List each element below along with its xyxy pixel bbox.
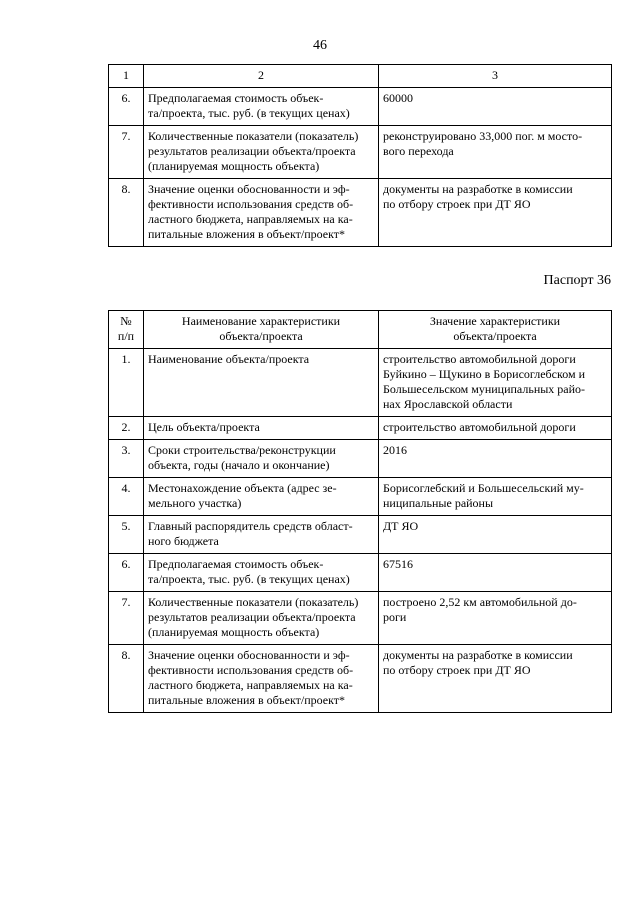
table-header-row [109,65,612,88]
header-cell-name: Наименование характеристики объекта/проекта [144,311,379,349]
row-cell-name: Цель объекта/проекта [144,417,379,440]
row-cell-name: Значение оценки обоснованности и эф- фективности использования средств об- ластного бюджета, направляемых на ка- питальные вложения в объект/проект* [144,179,379,247]
row-cell-value: 2016 [379,440,612,478]
row-cell-value: построено 2,52 км автомобильной до- роги [379,592,612,645]
row-cell-value: Борисоглебский и Большесельский му- ниципальные районы [379,478,612,516]
table-header-row [109,311,612,349]
row-cell-name: Количественные показатели (показатель) результатов реализации объекта/проекта (планируемая мощность объекта) [144,592,379,645]
table-row [109,645,612,713]
row-cell-name: Предполагаемая стоимость объек- та/проекта, тыс. руб. (в текущих ценах) [144,554,379,592]
table-row [109,126,612,179]
row-cell-name: Значение оценки обоснованности и эф- фективности использования средств об- ластного бюджета, направляемых на ка- питальные вложения в объект/проект* [144,645,379,713]
row-cell-num: 3. [109,440,144,478]
table-row [109,592,612,645]
header-cell-value: Значение характеристики объекта/проекта [379,311,612,349]
row-cell-value: документы на разработке в комиссии по отбору строек при ДТ ЯО [379,179,612,247]
table-row [109,417,612,440]
row-cell-name: Предполагаемая стоимость объек- та/проекта, тыс. руб. (в текущих ценах) [144,88,379,126]
table-row [109,516,612,554]
row-cell-name: Главный распорядитель средств област- ного бюджета [144,516,379,554]
passport-title: Паспорт 36 [543,273,611,288]
table-row [109,478,612,516]
top-table [108,64,612,247]
row-cell-name: Количественные показатели (показатель) результатов реализации объекта/проекта (планируемая мощность объекта) [144,126,379,179]
row-cell-value: ДТ ЯО [379,516,612,554]
row-cell-value: 60000 [379,88,612,126]
row-cell-value: реконструировано 33,000 пог. м мосто- вого перехода [379,126,612,179]
row-cell-num: 4. [109,478,144,516]
page-number: 46 [313,38,327,53]
table-row [109,349,612,417]
row-cell-value: строительство автомобильной дороги [379,417,612,440]
row-cell-num: 6. [109,554,144,592]
header-cell: 1 [109,65,144,88]
row-cell-num: 8. [109,645,144,713]
passport-table [108,310,612,713]
row-cell-name: Местонахождение объекта (адрес зе- мельного участка) [144,478,379,516]
row-cell-name: Сроки строительства/реконструкции объекта, годы (начало и окончание) [144,440,379,478]
row-cell-value: 67516 [379,554,612,592]
header-cell-num: № п/п [109,311,144,349]
table-row [109,554,612,592]
row-cell-name: Наименование объекта/проекта [144,349,379,417]
row-cell-num: 6. [109,88,144,126]
header-cell: 2 [144,65,379,88]
row-cell-num: 7. [109,126,144,179]
row-cell-num: 2. [109,417,144,440]
header-cell: 3 [379,65,612,88]
table-row [109,88,612,126]
row-cell-value: документы на разработке в комиссии по отбору строек при ДТ ЯО [379,645,612,713]
row-cell-num: 1. [109,349,144,417]
table-row [109,179,612,247]
row-cell-num: 7. [109,592,144,645]
row-cell-num: 5. [109,516,144,554]
row-cell-num: 8. [109,179,144,247]
row-cell-value: строительство автомобильной дороги Буйкино – Щукино в Борисоглебском и Большесельском муниципальных райо- нах Ярославской области [379,349,612,417]
table-row [109,440,612,478]
